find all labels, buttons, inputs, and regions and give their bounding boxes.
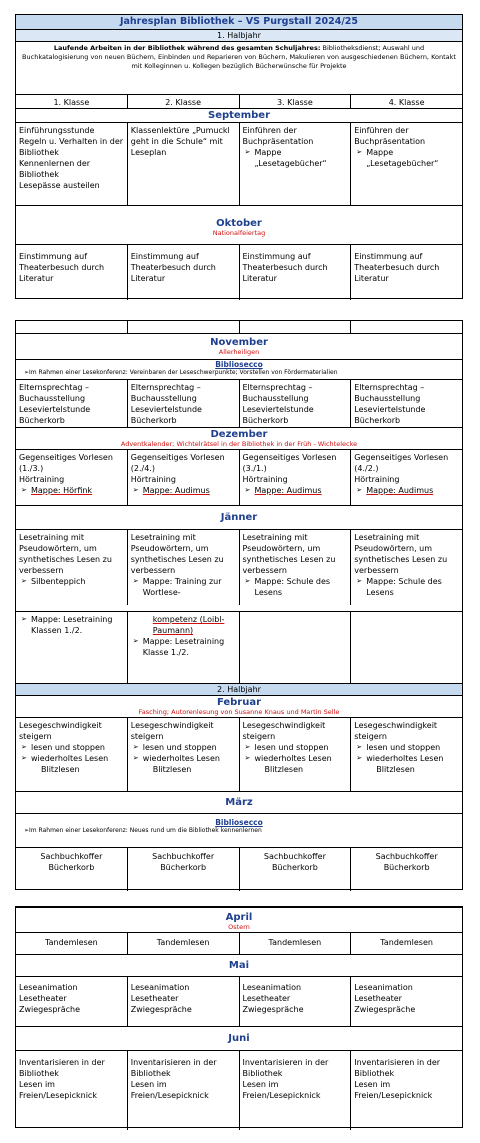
class-4-header: 4. Klasse: [350, 95, 462, 108]
dezember-class-3: Gegenseitiges Vorlesen (3./1.) Hörtraining ➢ Mappe: Audimus: [239, 450, 351, 505]
jaenner-class-3: Lesetraining mit Pseudowörtern, um synthetisches Lesen zu verbessern ➢ Mappe: Schule des Lesens: [239, 530, 351, 605]
november-class-4: Elternsprechtag – Buchausstellung Leseviertelstunde Bücherkorb: [350, 380, 462, 427]
jaenner-class-1: Lesetraining mit Pseudowörtern, um synthetisches Lesen zu verbessern ➢ Silbenteppich: [16, 530, 127, 605]
mai-class-3: Leseanimation Lesetheater Zwiegespräche: [239, 977, 351, 1026]
maerz-lesekonferenz: ➢ Im Rahmen einer Lesekonferenz: Neues rund um die Bibliothek kennenlernen: [16, 827, 462, 834]
halbjahr-1-header: 1. Halbjahr: [16, 29, 462, 41]
november-row: [16, 379, 462, 427]
maerz-class-2: Sachbuchkoffer Bücherkorb: [127, 848, 239, 891]
november-class-2: Elternsprechtag – Buchausstellung Leseviertelstunde Bücherkorb: [127, 380, 239, 427]
halbjahr-2-header: 2. Halbjahr: [16, 683, 462, 695]
dezember-class-4: Gegenseitiges Vorlesen (4./2.) Hörtraining ➢ Mappe: Audimus: [350, 450, 462, 505]
month-jaenner: Jänner: [16, 505, 462, 529]
november-note: Allerheiligen: [218, 348, 260, 356]
month-november: November: [210, 337, 268, 348]
dezember-class-2: Gegenseitiges Vorlesen (2./4.) Hörtraining ➢ Mappe: Audimus: [127, 450, 239, 505]
mai-class-2: Leseanimation Lesetheater Zwiegespräche: [127, 977, 239, 1026]
jaenner-cont-class-2: kompetenz (Loibl-Paumann) ➢ Mappe: Lesetraining Klasse 1./2.: [127, 612, 239, 683]
class-2-header: 2. Klasse: [127, 95, 239, 108]
september-class-2: Klassenlektüre „Pumuckl geht in die Schule“ mit Leseplan: [127, 123, 239, 205]
class-header-row: [16, 94, 462, 108]
november-class-1: Elternsprechtag – Buchausstellung Leseviertelstunde Bücherkorb: [19, 383, 91, 425]
dezember-header: [16, 427, 462, 449]
intro-description: Bibliotheksdienst; Auswahl und Buchkatalogisierung von neuen Büchern, Einbinden und Reparieren von Büchern, Makulieren von ausgeschiedenen Büchern, Kontakt mit Kolleginnen u. Kollegen bezüglich Bücherwünsche für Projekte: [22, 44, 456, 70]
dezember-note: Adventkalender; Wichtelrätsel in der Bibliothek in der Früh - Wichtelecke: [120, 440, 358, 448]
oktober-class-1: Einstimmung auf Theaterbesuch durch Literatur: [19, 252, 105, 283]
jaenner-class-4: Lesetraining mit Pseudowörtern, um synthetisches Lesen zu verbessern ➢ Mappe: Schule des Lesens: [350, 530, 462, 605]
dezember-row: [16, 449, 462, 505]
class-3-header: 3. Klasse: [239, 95, 351, 108]
juni-class-2: Inventarisieren in der Bibliothek Lesen im Freien/Lesepicknick: [127, 1051, 239, 1130]
jaenner-class-2: Lesetraining mit Pseudowörtern, um synthetisches Lesen zu verbessern ➢ Mappe: Training zur Wortlese-: [127, 530, 239, 605]
september-class-3: Einführen der Buchpräsentation ➢ Mappe „Lesetagebücher“: [239, 123, 351, 205]
page-3: [15, 906, 463, 1128]
intro-text: [16, 41, 462, 94]
month-februar: Februar: [216, 697, 262, 708]
februar-class-3: Lesegeschwindigkeit steigern ➢ lesen und stoppen ➢ wiederholtes Lesen Blitzlesen: [239, 718, 351, 791]
april-class-1: Tandemlesen: [45, 938, 98, 947]
februar-row: [16, 717, 462, 791]
oktober-row: [16, 244, 462, 300]
februar-class-2: Lesegeschwindigkeit steigern ➢ lesen und stoppen ➢ wiederholtes Lesen Blitzlesen: [127, 718, 239, 791]
november-class-3: Elternsprechtag – Buchausstellung Leseviertelstunde Bücherkorb: [239, 380, 351, 427]
november-lesekonferenz: ➢ Im Rahmen einer Lesekonferenz: Vereinbaren der Leseschwerpunkte; Vorstellen von Fördermaterialien: [16, 369, 462, 376]
februar-class-4: Lesegeschwindigkeit steigern ➢ lesen und stoppen ➢ wiederholtes Lesen Blitzlesen: [350, 718, 462, 791]
oktober-class-2: Einstimmung auf Theaterbesuch durch Literatur: [127, 245, 239, 300]
april-class-4: Tandemlesen: [350, 933, 462, 954]
top-empty-row: [16, 321, 462, 333]
november-biblio: [16, 359, 462, 379]
month-april: April: [225, 912, 253, 923]
month-maerz: März: [16, 791, 462, 813]
juni-class-4: Inventarisieren in der Bibliothek Lesen im Freien/Lesepicknick: [350, 1051, 462, 1130]
maerz-class-3: Sachbuchkoffer Bücherkorb: [239, 848, 351, 891]
februar-header: [16, 695, 462, 717]
september-class-1: Einführungsstunde Regeln u. Verhalten in der Bibliothek Kennenlernen der Bibliothek Lesepässe austeilen: [19, 126, 124, 190]
april-header: [16, 908, 462, 932]
februar-note: Fasching; Autorenlesung von Susanne Knaus und Martin Selle: [138, 708, 340, 716]
september-row: [16, 122, 462, 205]
oktober-class-3: Einstimmung auf Theaterbesuch durch Literatur: [239, 245, 351, 300]
mai-row: [16, 976, 462, 1026]
jaenner-row: [16, 529, 462, 605]
juni-class-3: Inventarisieren in der Bibliothek Lesen im Freien/Lesepicknick: [239, 1051, 351, 1130]
juni-class-1: Inventarisieren in der Bibliothek Lesen im Freien/Lesepicknick: [19, 1058, 105, 1100]
bibliosecco-label: Bibliosecco: [215, 360, 263, 369]
document-title: Jahresplan Bibliothek – VS Purgstall 2024/25: [16, 15, 462, 29]
oktober-class-4: Einstimmung auf Theaterbesuch durch Literatur: [350, 245, 462, 300]
intro-label: Laufende Arbeiten in der Bibliothek während des gesamten Schuljahres:: [53, 44, 321, 52]
maerz-biblio: [16, 813, 462, 847]
page-2: [15, 320, 463, 890]
jaenner-continuation-row: [16, 611, 462, 683]
april-note: Ostern: [228, 923, 250, 931]
dezember-class-1: Gegenseitiges Vorlesen (1./3.) Hörtraining ➢ Mappe: Hörfink: [16, 450, 127, 505]
juni-row: [16, 1050, 462, 1130]
page-1: [15, 14, 463, 299]
mai-class-1: Leseanimation Lesetheater Zwiegespräche: [19, 983, 80, 1014]
month-mai: Mai: [16, 954, 462, 976]
month-dezember: Dezember: [210, 429, 268, 440]
maerz-class-4: Sachbuchkoffer Bücherkorb: [350, 848, 462, 891]
april-row: [16, 932, 462, 954]
maerz-class-1: Sachbuchkoffer Bücherkorb: [40, 852, 103, 872]
oktober-header: [16, 205, 462, 244]
maerz-row: [16, 847, 462, 891]
month-juni: Juni: [16, 1026, 462, 1050]
april-class-3: Tandemlesen: [239, 933, 351, 954]
oktober-note: Nationalfeiertag: [212, 229, 266, 237]
februar-class-1: Lesegeschwindigkeit steigern ➢ lesen und stoppen ➢ wiederholtes Lesen Blitzlesen: [16, 718, 127, 791]
class-1-header: 1. Klasse: [53, 98, 90, 107]
mai-class-4: Leseanimation Lesetheater Zwiegespräche: [350, 977, 462, 1026]
month-september: September: [16, 108, 462, 122]
november-header: [16, 333, 462, 359]
april-class-2: Tandemlesen: [127, 933, 239, 954]
september-class-4: Einführen der Buchpräsentation ➢ Mappe „Lesetagebücher“: [350, 123, 462, 205]
jaenner-cont-class-1: ➢ Mappe: Lesetraining Klassen 1./2.: [16, 612, 127, 683]
month-oktober: Oktober: [216, 218, 262, 229]
bibliosecco-label-2: Bibliosecco: [215, 818, 263, 827]
